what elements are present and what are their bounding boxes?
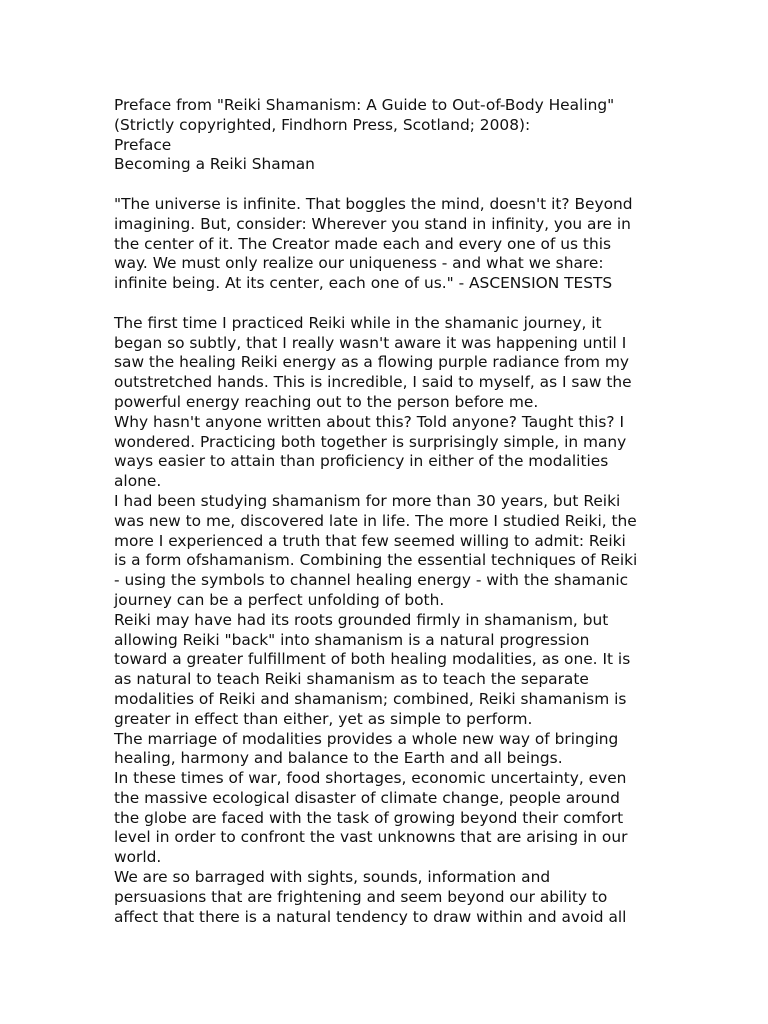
body-line: alone. bbox=[114, 472, 162, 491]
quote-line: imagining. But, consider: Wherever you stand in infinity, you are in bbox=[114, 214, 631, 233]
epigraph-quote bbox=[114, 195, 654, 294]
body-line: powerful energy reaching out to the person before me. bbox=[114, 392, 539, 411]
body-line: world. bbox=[114, 848, 162, 867]
body-line: outstretched hands. This is incredible, I said to myself, as I saw the bbox=[114, 373, 632, 392]
quote-line: the center of it. The Creator made each and every one of us this bbox=[114, 234, 611, 253]
body-line: In these times of war, food shortages, economic uncertainty, even bbox=[114, 769, 627, 788]
section-label: Preface bbox=[114, 135, 172, 154]
body-line: was new to me, discovered late in life. The more I studied Reiki, the bbox=[114, 511, 637, 530]
header-block bbox=[114, 96, 654, 175]
body-line: ways easier to attain than proficiency in either of the modalities bbox=[114, 452, 609, 471]
body-line: Reiki may have had its roots grounded firmly in shamanism, but bbox=[114, 610, 609, 629]
body-line: the globe are faced with the task of growing beyond their comfort bbox=[114, 808, 624, 827]
body-line: wondered. Practicing both together is surprisingly simple, in many bbox=[114, 432, 627, 451]
body-line: We are so barraged with sights, sounds, information and bbox=[114, 868, 551, 887]
body-text bbox=[114, 314, 654, 928]
body-line: journey can be a perfect unfolding of both. bbox=[114, 590, 445, 609]
quote-line: way. We must only realize our uniqueness - and what we share: bbox=[114, 254, 604, 273]
document-page bbox=[114, 96, 654, 927]
body-line: - using the symbols to channel healing energy - with the shamanic bbox=[114, 571, 629, 590]
body-line: saw the healing Reiki energy as a flowing purple radiance from my bbox=[114, 353, 629, 372]
body-line: The marriage of modalities provides a whole new way of bringing bbox=[114, 729, 619, 748]
body-line: The first time I practiced Reiki while in the shamanic journey, it bbox=[114, 313, 602, 332]
body-line: healing, harmony and balance to the Earth and all beings. bbox=[114, 749, 563, 768]
body-line: I had been studying shamanism for more than 30 years, but Reiki bbox=[114, 491, 621, 510]
body-line: persuasions that are frightening and seem beyond our ability to bbox=[114, 887, 608, 906]
body-line: greater in effect than either, yet as simple to perform. bbox=[114, 709, 533, 728]
body-line: more I experienced a truth that few seemed willing to admit: Reiki bbox=[114, 531, 626, 550]
body-line: modalities of Reiki and shamanism; combined, Reiki shamanism is bbox=[114, 689, 627, 708]
body-line: as natural to teach Reiki shamanism as to teach the separate bbox=[114, 670, 589, 689]
spacer bbox=[114, 175, 654, 195]
body-line: affect that there is a natural tendency to draw within and avoid all bbox=[114, 907, 627, 926]
spacer bbox=[114, 294, 654, 314]
body-line: the massive ecological disaster of climate change, people around bbox=[114, 788, 620, 807]
body-line: Why hasn't anyone written about this? Told anyone? Taught this? I bbox=[114, 412, 625, 431]
body-line: level in order to confront the vast unknowns that are arising in our bbox=[114, 828, 628, 847]
quote-line: infinite being. At its center, each one of us." - ASCENSION TESTS bbox=[114, 274, 613, 293]
body-line: is a form ofshamanism. Combining the essential techniques of Reiki bbox=[114, 551, 638, 570]
chapter-title: Becoming a Reiki Shaman bbox=[114, 155, 315, 174]
body-line: began so subtly, that I really wasn't aware it was happening until I bbox=[114, 333, 627, 352]
body-line: toward a greater fulfillment of both healing modalities, as one. It is bbox=[114, 650, 631, 669]
header-copyright-line: (Strictly copyrighted, Findhorn Press, Scotland; 2008): bbox=[114, 115, 531, 134]
body-line: allowing Reiki "back" into shamanism is a natural progression bbox=[114, 630, 590, 649]
quote-line: "The universe is infinite. That boggles the mind, doesn't it? Beyond bbox=[114, 194, 633, 213]
header-source-line: Preface from "Reiki Shamanism: A Guide to Out-of-Body Healing" bbox=[114, 96, 615, 114]
